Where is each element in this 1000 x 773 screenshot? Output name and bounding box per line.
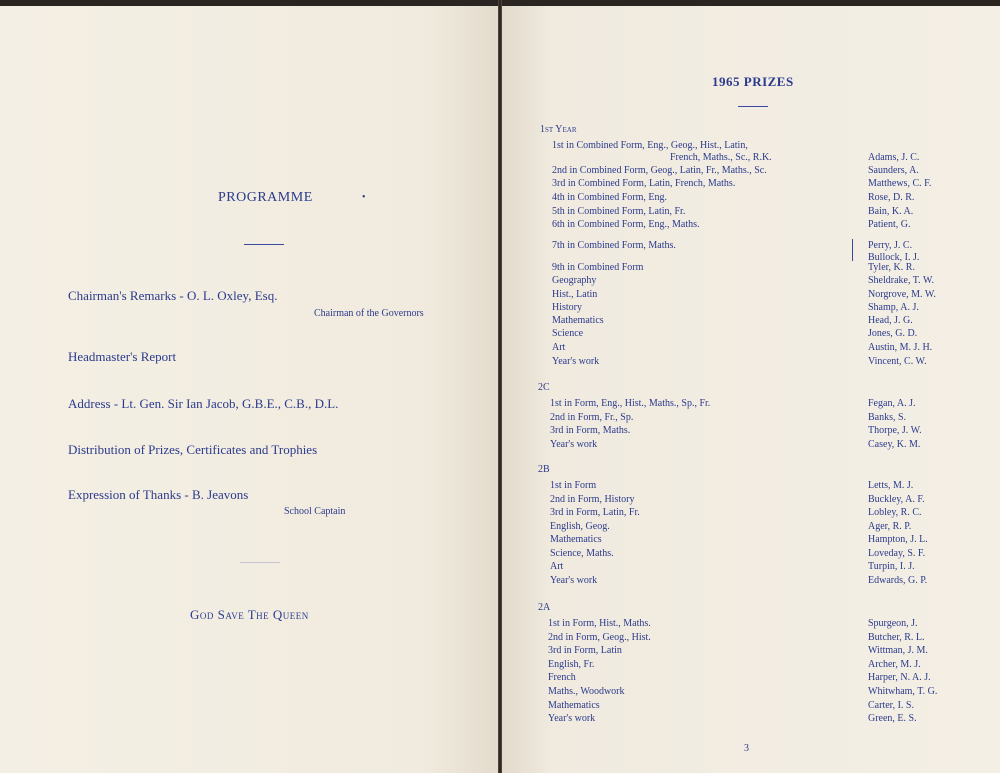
prize-row [502,342,1000,356]
prize-row [502,713,1000,727]
programme-item-headmaster: Headmaster's Report [68,349,177,364]
page-number: 3 [744,743,749,754]
prize-winner: Ager, R. P. [868,521,912,532]
programme-item-thanks: Expression of Thanks - B. Jeavons [68,487,249,502]
right-page [502,6,1000,773]
prize-row [502,398,1000,412]
prize-row [502,206,1000,220]
prize-description: Year's work [548,713,596,724]
prize-row [502,289,1000,303]
prize-description: 6th in Combined Form, Eng., Maths. [552,219,700,230]
prize-winner: Adams, J. C. [868,152,920,163]
prize-winner: Thorpe, J. W. [868,425,922,436]
prize-winner: Whitwham, T. G. [868,686,938,697]
prize-description: Year's work [550,439,598,450]
prize-description: Art [552,342,566,353]
prize-description: 1st in Combined Form, Eng., Geog., Hist., Latin, [552,140,748,151]
programme-item-distribution: Distribution of Prizes, Certificates and Trophies [68,442,318,457]
prize-row [502,632,1000,646]
prize-winner: Letts, M. J. [868,480,914,491]
prize-row [502,659,1000,673]
prize-row [502,645,1000,659]
prize-description: 5th in Combined Form, Latin, Fr. [552,206,686,217]
prize-row [502,315,1000,329]
prize-winner: Casey, K. M. [868,439,921,450]
programme-item-chairman: Chairman's Remarks - O. L. Oxley, Esq. [68,288,278,303]
prize-description: 3rd in Form, Maths. [550,425,631,436]
prize-winner: Turpin, I. J. [868,561,915,572]
show-through-text [100,80,108,106]
prize-description: 1st in Form [550,480,597,491]
prize-description: Year's work [550,575,598,586]
prize-winner: Green, E. S. [868,713,917,724]
prize-description: Art [550,561,564,572]
prize-description: 1st in Form, Eng., Hist., Maths., Sp., Fr. [550,398,711,409]
prize-winner: Buckley, A. F. [868,494,925,505]
prize-description: History [552,302,582,313]
programme-title: PROGRAMME [218,190,313,205]
prize-description: 4th in Combined Form, Eng. [552,192,667,203]
prize-description: 2nd in Form, Geog., Hist. [548,632,651,643]
prize-winner: Bullock, I. J. [868,252,920,263]
prize-winner: Jones, G. D. [868,328,918,339]
left-page [0,6,498,773]
prize-winner: Banks, S. [868,412,907,423]
prize-row [502,480,1000,494]
prize-winner: Edwards, G. P. [868,575,928,586]
prize-description: 7th in Combined Form, Maths. [552,240,676,251]
prize-row [502,548,1000,562]
section-heading-1st-year: 1st Year [540,124,577,135]
prize-winner: Archer, M. J. [868,659,921,670]
programme-item-thanks-sub: School Captain [284,506,346,517]
faint-rule [240,562,280,563]
prize-description: Year's work [552,356,600,367]
prize-row [502,618,1000,632]
prize-description: French, Maths., Sc., R.K. [670,152,772,163]
prize-row [502,412,1000,426]
prize-winner: Loveday, S. F. [868,548,926,559]
prize-row [502,534,1000,548]
prize-row [502,686,1000,700]
prize-row [502,575,1000,589]
prize-description: 9th in Combined Form [552,262,644,273]
prize-row [502,439,1000,453]
prize-winner: Lobley, R. C. [868,507,922,518]
prize-winner: Vincent, C. W. [868,356,927,367]
tie-bracket [852,239,853,261]
prize-description: 3rd in Form, Latin, Fr. [550,507,640,518]
prize-winner: Head, J. G. [868,315,913,326]
prize-row [502,494,1000,508]
prize-description: Science, Maths. [550,548,614,559]
section-heading-2b: 2B [538,464,550,475]
prize-winner: Sheldrake, T. W. [868,275,935,286]
programme-item-chairman-sub: Chairman of the Governors [314,308,424,319]
prize-description: English, Geog. [550,521,610,532]
prize-row [502,507,1000,521]
prize-winner: Spurgeon, J. [868,618,918,629]
prize-winner: Wittman, J. M. [868,645,928,656]
prize-description: French [548,672,576,683]
prize-winner: Patient, G. [868,219,911,230]
prize-description: 3rd in Form, Latin [548,645,622,656]
prize-row [502,672,1000,686]
section-heading-2a: 2A [538,602,551,613]
prizes-title-rule [738,106,768,107]
prize-winner: Carter, I. S. [868,700,914,711]
prize-winner: Rose, D. R. [868,192,915,203]
prize-winner: Butcher, R. L. [868,632,925,643]
prize-description: 2nd in Form, Fr., Sp. [550,412,634,423]
prize-description: 3rd in Combined Form, Latin, French, Maths. [552,178,736,189]
prize-row [502,521,1000,535]
prize-row [502,356,1000,370]
prize-winner: Saunders, A. [868,165,919,176]
programme-item-address: Address - Lt. Gen. Sir Ian Jacob, G.B.E., C.B., D.L. [68,396,339,411]
prize-row [502,302,1000,316]
closing-line: God Save The Queen [190,607,309,622]
prize-row [502,425,1000,439]
prize-description: Mathematics [548,700,600,711]
prize-row [502,152,1000,166]
section-heading-2c: 2C [538,382,550,393]
prize-winner: Hampton, J. L. [868,534,928,545]
prize-winner: Tyler, K. R. [868,262,915,273]
prize-description: 2nd in Form, History [550,494,635,505]
prize-description: Maths., Woodwork [548,686,625,697]
prize-description: English, Fr. [548,659,595,670]
prize-row [502,328,1000,342]
prize-winner: Harper, N. A. J. [868,672,931,683]
prize-row [502,700,1000,714]
prize-row [502,219,1000,233]
prize-row [502,178,1000,192]
prize-winner: Norgrove, M. W. [868,289,936,300]
ink-dot: • [362,192,366,203]
prize-row [502,262,1000,276]
prize-winner: Perry, J. C. [868,240,913,251]
prize-row [502,192,1000,206]
prize-winner: Austin, M. J. H. [868,342,933,353]
prize-description: 1st in Form, Hist., Maths. [548,618,651,629]
prize-row [502,275,1000,289]
title-rule [244,244,284,245]
prize-description: Science [552,328,584,339]
prize-winner: Matthews, C. F. [868,178,932,189]
prize-winner: Fegan, A. J. [868,398,916,409]
prize-description: Geography [552,275,597,286]
prize-winner: Shamp, A. J. [868,302,919,313]
prize-winner: Bain, K. A. [868,206,914,217]
prize-description: Mathematics [550,534,602,545]
prize-row [502,561,1000,575]
prize-description: Mathematics [552,315,604,326]
prizes-title: 1965 PRIZES [712,74,794,89]
prize-description: Hist., Latin [552,289,598,300]
prize-row [502,165,1000,179]
prize-description: 2nd in Combined Form, Geog., Latin, Fr., Maths., Sc. [552,165,767,176]
